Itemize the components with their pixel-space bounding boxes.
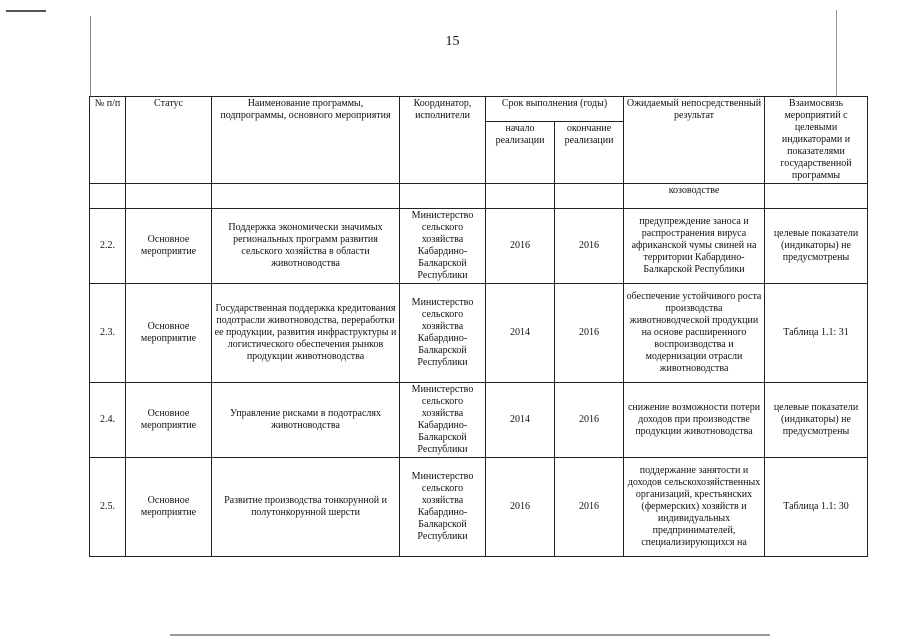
header-name: Наименование программы, подпрограммы, основного мероприятия: [212, 97, 400, 184]
header-period-end: окончание реализации: [555, 122, 624, 184]
cell-num: 2.5.: [90, 458, 126, 557]
cell-status: Основное мероприятие: [126, 284, 212, 383]
scan-artifact-right-margin: [836, 10, 837, 96]
cell-num: 2.3.: [90, 284, 126, 383]
scan-artifact-bottom: [170, 634, 770, 636]
cell-result: предупреждение заноса и распространения вируса африканской чумы свиней на территории Кабардино-Балкарской Республики: [624, 209, 765, 284]
cell-coordinator: Министерство сельского хозяйства Кабардино-Балкарской Республики: [400, 383, 486, 458]
cell-end: 2016: [555, 209, 624, 284]
cell-link: [765, 184, 868, 209]
table-header-row: [90, 97, 868, 122]
header-period: Срок выполнения (годы): [486, 97, 624, 122]
cell-link: Таблица 1.1: 31: [765, 284, 868, 383]
cell-name: [212, 184, 400, 209]
table-row: [90, 458, 868, 557]
page-number: 15: [445, 34, 460, 49]
cell-start: 2014: [486, 284, 555, 383]
header-status: Статус: [126, 97, 212, 184]
cell-result: поддержание занятости и доходов сельскохозяйственных организаций, крестьянских (фермерских) хозяйств и индивидуальных предпринимателей, специализирующихся на: [624, 458, 765, 557]
cell-end: 2016: [555, 458, 624, 557]
cell-start: [486, 184, 555, 209]
header-period-start: начало реализации: [486, 122, 555, 184]
cell-name: Развитие производства тонкорунной и полутонкорунной шерсти: [212, 458, 400, 557]
cell-coordinator: Министерство сельского хозяйства Кабардино-Балкарской Республики: [400, 209, 486, 284]
cell-name: Поддержка экономически значимых региональных программ развития сельского хозяйства в области животноводства: [212, 209, 400, 284]
header-num: № п/п: [90, 97, 126, 184]
cell-result: снижение возможности потери доходов при производстве продукции животноводства: [624, 383, 765, 458]
cell-coordinator: Министерство сельского хозяйства Кабардино-Балкарской Республики: [400, 284, 486, 383]
cell-result: обеспечение устойчивого роста производства животноводческой продукции на основе расширенного воспроизводства и модернизации отрасли животноводства: [624, 284, 765, 383]
cell-coordinator: [400, 184, 486, 209]
cell-end: 2016: [555, 284, 624, 383]
cell-num: [90, 184, 126, 209]
header-result: Ожидаемый непосредственный результат: [624, 97, 765, 184]
cell-link: целевые показатели (индикаторы) не предусмотрены: [765, 209, 868, 284]
scan-artifact-top-left: [6, 10, 46, 12]
cell-link: целевые показатели (индикаторы) не предусмотрены: [765, 383, 868, 458]
cell-start: 2014: [486, 383, 555, 458]
cell-status: [126, 184, 212, 209]
table-row: [90, 209, 868, 284]
cell-end: 2016: [555, 383, 624, 458]
table-row: [90, 284, 868, 383]
cell-num: 2.4.: [90, 383, 126, 458]
program-table: [89, 96, 868, 557]
table-row-continuation: [90, 184, 868, 209]
cell-result: козоводстве: [624, 184, 765, 209]
cell-end: [555, 184, 624, 209]
cell-link: Таблица 1.1: 30: [765, 458, 868, 557]
cell-name: Управление рисками в подотраслях животноводства: [212, 383, 400, 458]
cell-start: 2016: [486, 209, 555, 284]
table-row: [90, 383, 868, 458]
cell-start: 2016: [486, 458, 555, 557]
header-coordinator: Координатор, исполнители: [400, 97, 486, 184]
cell-coordinator: Министерство сельского хозяйства Кабардино-Балкарской Республики: [400, 458, 486, 557]
cell-num: 2.2.: [90, 209, 126, 284]
scan-artifact-left-margin: [90, 16, 91, 96]
cell-status: Основное мероприятие: [126, 209, 212, 284]
header-link: Взаимосвязь мероприятий с целевыми индикаторами и показателями государственной программы: [765, 97, 868, 184]
cell-status: Основное мероприятие: [126, 383, 212, 458]
cell-name: Государственная поддержка кредитования подотрасли животноводства, переработки ее продукции, развития инфраструктуры и логистического обеспечения рынков продукции животноводства: [212, 284, 400, 383]
cell-status: Основное мероприятие: [126, 458, 212, 557]
